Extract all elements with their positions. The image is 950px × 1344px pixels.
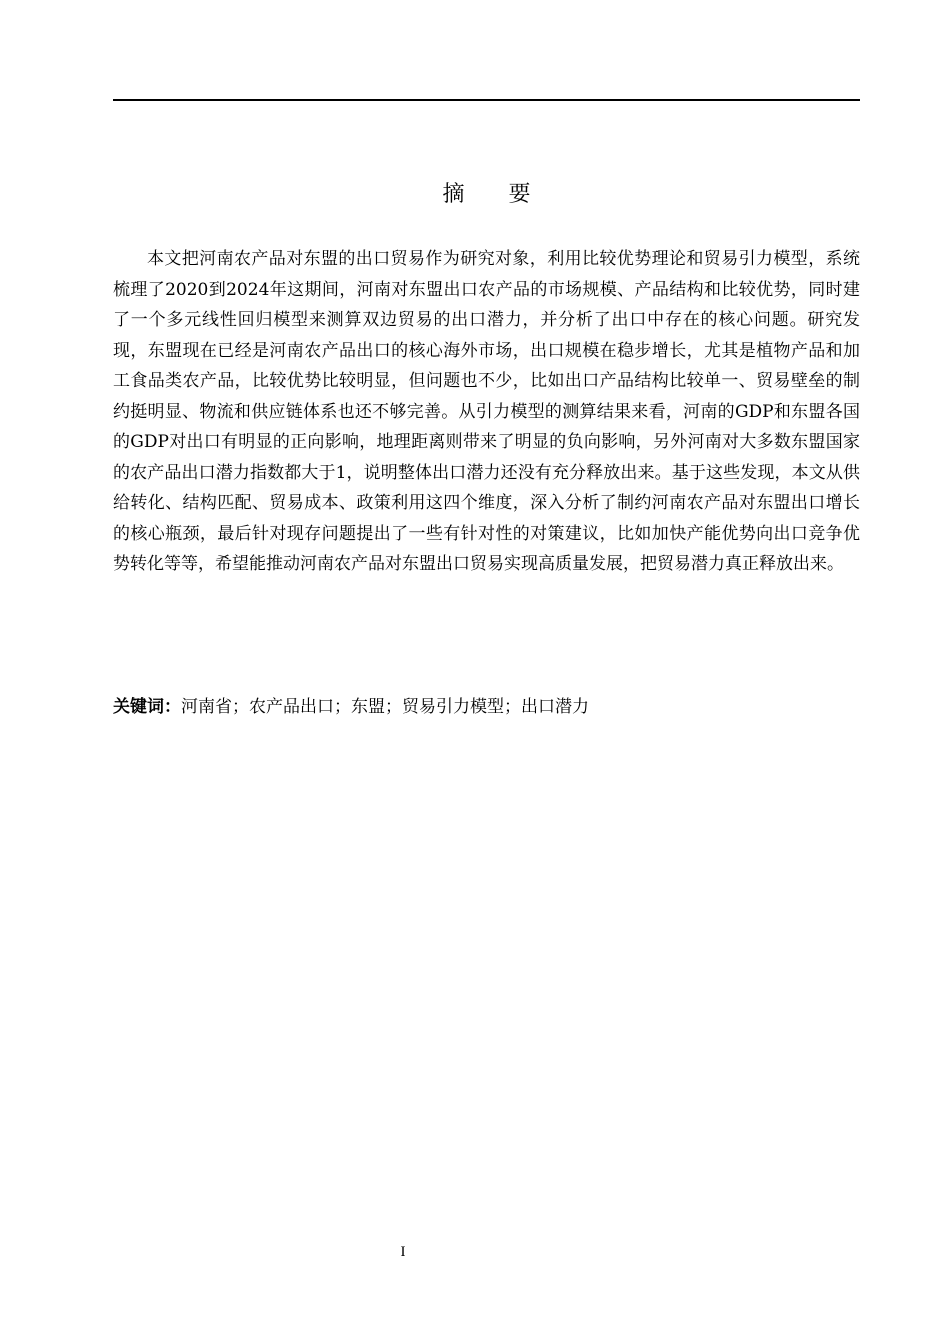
keywords-label: 关键词： [113, 697, 181, 717]
header-rule [113, 99, 860, 101]
abstract-title [113, 180, 860, 210]
page-number: I [400, 1244, 406, 1260]
abstract-body: 本文把河南农产品对东盟的出口贸易作为研究对象，利用比较优势理论和贸易引力模型，系统梳理了2020到2024年这期间，河南对东盟出口农产品的市场规模、产品结构和比较优势，同时建了一个多元线性回归模型来测算双边贸易的出口潜力，并分析了出口中存在的核心问题。研究发现，东盟现在已经是河南农产品出口的核心海外市场，出口规模在稳步增长，尤其是植物产品和加工食品类农产品，比较优势比较明显，但问题也不少，比如出口产品结构比较单一、贸易壁垒的制约挺明显、物流和供应链体系也还不够完善。从引力模型的测算结果来看，河南的GDP和东盟各国的GDP对出口有明显的正向影响，地理距离则带来了明显的负向影响，另外河南对大多数东盟国家的农产品出口潜力指数都大于1，说明整体出口潜力还没有充分释放出来。基于这些发现，本文从供给转化、结构匹配、贸易成本、政策利用这四个维度，深入分析了制约河南农产品对东盟出口增长的核心瓶颈，最后针对现存问题提出了一些有针对性的对策建议，比如加快产能优势向出口竞争优势转化等等，希望能推动河南农产品对东盟出口贸易实现高质量发展，把贸易潜力真正释放出来。 [113, 249, 860, 574]
keywords-value: 河南省；农产品出口；东盟；贸易引力模型；出口潜力 [181, 697, 589, 717]
abstract-title-char-2: 要 [508, 182, 531, 207]
abstract-title-char-1: 摘 [442, 182, 465, 207]
keywords-line [113, 692, 860, 722]
